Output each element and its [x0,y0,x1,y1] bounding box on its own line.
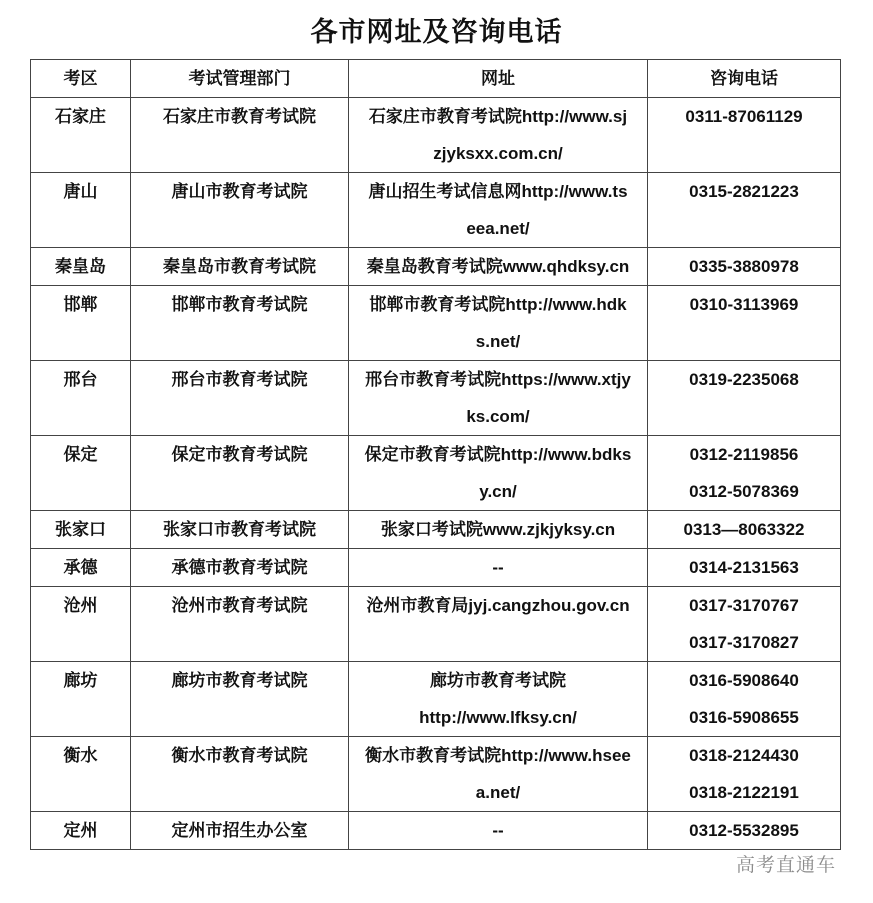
cell-area-text: 承德 [63,558,98,577]
cell-url-line: y.cn/ [479,482,517,501]
cell-phone [648,173,841,248]
cell-url-line: 张家口考试院www.zjkjyksy.cn [380,520,616,539]
cell-phone [648,587,841,662]
cell-dept-text: 承德市教育考试院 [171,558,308,577]
cell-url [349,98,648,173]
cell-url-line: a.net/ [475,783,521,802]
cell-dept-text: 保定市教育考试院 [171,445,308,464]
cell-phone-line: 0335-3880978 [689,257,799,276]
cell-dept-text: 衡水市教育考试院 [171,746,308,765]
cell-url-line: 廊坊市教育考试院 [430,671,566,690]
cell-dept [131,662,349,737]
table-row [31,173,841,248]
cell-phone-line: 0311-87061129 [685,107,803,126]
header-url: 网址 [349,60,648,98]
cell-area [31,286,131,361]
cell-phone-line: 0317-3170767 [689,596,799,615]
table-row [31,737,841,812]
cell-area-text: 定州 [63,821,98,840]
cell-url [349,662,648,737]
cell-dept [131,587,349,662]
cell-phone-line: 0318-2124430 [689,746,799,765]
cell-area [31,361,131,436]
cell-dept-text: 定州市招生办公室 [171,821,308,840]
cell-area [31,248,131,286]
cell-phone [648,511,841,549]
cell-area [31,436,131,511]
cell-dept-text: 张家口市教育考试院 [163,520,316,539]
cell-url [349,436,648,511]
cell-url-line: -- [492,821,504,840]
contact-table [30,59,841,850]
table-row [31,286,841,361]
cell-area [31,511,131,549]
cell-phone-line: 0312-5078369 [689,482,799,501]
cell-dept-text: 廊坊市教育考试院 [171,671,308,690]
cell-dept [131,812,349,850]
cell-dept [131,173,349,248]
cell-url [349,511,648,549]
cell-area-text: 廊坊 [63,671,98,690]
cell-url [349,737,648,812]
cell-phone [648,549,841,587]
cell-area [31,662,131,737]
cell-dept-text: 秦皇岛市教育考试院 [163,257,316,276]
cell-url [349,173,648,248]
cell-area-text: 邯郸 [63,295,98,314]
header-phone: 咨询电话 [648,60,841,98]
cell-phone [648,812,841,850]
cell-phone [648,436,841,511]
cell-url-line: 沧州市教育局jyj.cangzhou.gov.cn [366,596,630,615]
table-row [31,587,841,662]
cell-phone [648,737,841,812]
cell-dept [131,436,349,511]
cell-url [349,587,648,662]
cell-phone-line: 0317-3170827 [689,633,799,652]
cell-dept-text: 沧州市教育考试院 [171,596,308,615]
table-row [31,98,841,173]
table-header-row [31,60,841,98]
table-row [31,361,841,436]
table-row [31,436,841,511]
cell-dept-text: 邢台市教育考试院 [171,370,308,389]
cell-phone [648,248,841,286]
cell-url-line: 唐山招生考试信息网http://www.ts [368,182,628,201]
cell-url [349,286,648,361]
cell-dept [131,286,349,361]
cell-url-line: 邯郸市教育考试院http://www.hdk [369,295,627,314]
cell-phone [648,361,841,436]
cell-phone-line: 0316-5908640 [689,671,799,690]
cell-dept [131,361,349,436]
cell-dept [131,98,349,173]
cell-area-text: 唐山 [63,182,98,201]
cell-url-line: 衡水市教育考试院http://www.hsee [365,746,631,765]
cell-url-line: s.net/ [475,332,521,351]
cell-area [31,549,131,587]
cell-area-text: 石家庄 [55,107,106,126]
cell-area-text: 邢台 [63,370,98,389]
cell-phone [648,662,841,737]
header-area: 考区 [31,60,131,98]
cell-url-line: eea.net/ [466,219,530,238]
cell-area-text: 秦皇岛 [55,257,106,276]
cell-area [31,587,131,662]
cell-url [349,549,648,587]
cell-phone-line: 0313—8063322 [683,520,805,539]
cell-dept [131,248,349,286]
cell-area [31,173,131,248]
page-title: 各市网址及咨询电话 [310,17,563,47]
table-row [31,549,841,587]
cell-area-text: 衡水 [63,746,98,765]
cell-dept [131,737,349,812]
cell-phone [648,286,841,361]
cell-phone-line: 0319-2235068 [689,370,799,389]
cell-phone [648,98,841,173]
cell-url-line: 邢台市教育考试院https://www.xtjy [365,370,631,389]
table-row [31,511,841,549]
cell-area-text: 保定 [63,445,98,464]
cell-url-line: 石家庄市教育考试院http://www.sj [368,107,628,126]
cell-url [349,812,648,850]
watermark: 高考直通车 [736,855,837,876]
cell-dept-text: 唐山市教育考试院 [171,182,308,201]
cell-url [349,361,648,436]
cell-area [31,737,131,812]
cell-phone-line: 0312-2119856 [689,445,799,464]
cell-url-line: ks.com/ [466,407,530,426]
cell-area-text: 张家口 [55,520,106,539]
cell-area [31,98,131,173]
cell-phone-line: 0314-2131563 [689,558,799,577]
cell-url-line: 保定市教育考试院http://www.bdks [364,445,632,464]
table-row [31,812,841,850]
cell-url-line: zjyksxx.com.cn/ [433,144,563,163]
cell-phone-line: 0316-5908655 [689,708,799,727]
cell-dept-text: 邯郸市教育考试院 [171,295,308,314]
header-dept: 考试管理部门 [131,60,349,98]
cell-dept [131,511,349,549]
cell-phone-line: 0318-2122191 [689,783,799,802]
cell-phone-line: 0315-2821223 [689,182,799,201]
table-row [31,662,841,737]
cell-phone-line: 0312-5532895 [689,821,799,840]
cell-url [349,248,648,286]
cell-url-line: -- [492,558,504,577]
cell-phone-line: 0310-3113969 [689,295,799,314]
cell-area-text: 沧州 [63,596,98,615]
cell-url-line: http://www.lfksy.cn/ [419,708,577,727]
cell-url-line: 秦皇岛教育考试院www.qhdksy.cn [366,257,630,276]
cell-dept-text: 石家庄市教育考试院 [163,107,316,126]
cell-area [31,812,131,850]
table-row [31,248,841,286]
cell-dept [131,549,349,587]
